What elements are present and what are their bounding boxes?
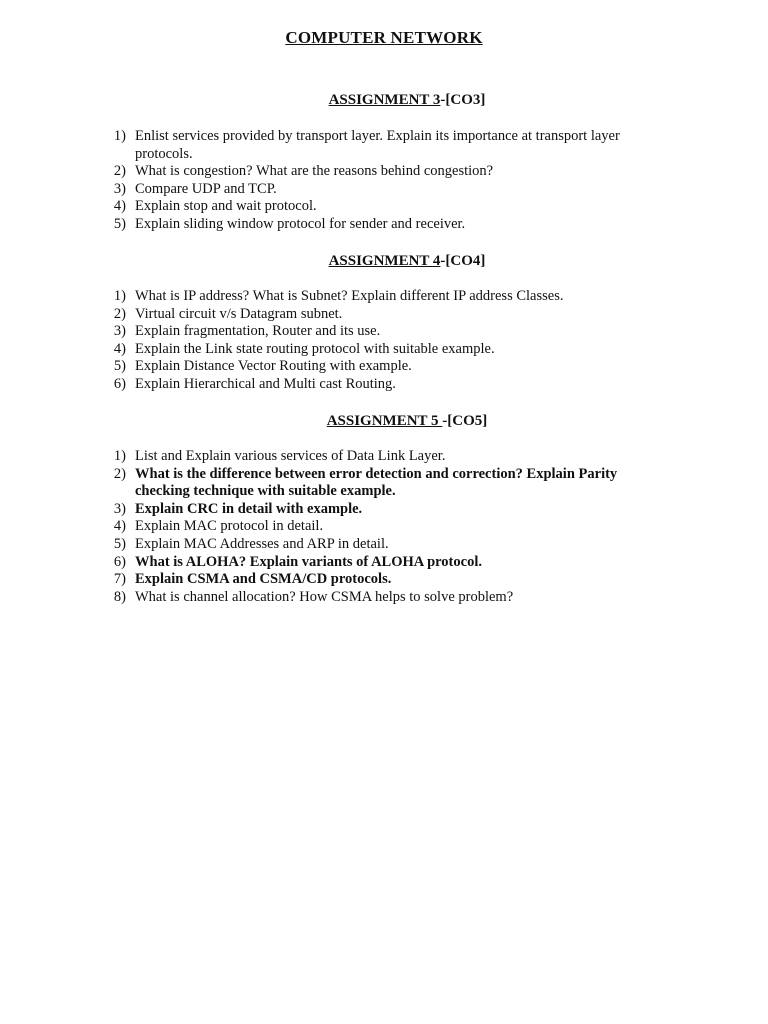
- section-heading-code: -[CO4]: [440, 253, 486, 269]
- item-text: Explain fragmentation, Router and its use.: [135, 323, 381, 340]
- item-text: What is the difference between error detection and correction? Explain Parity checking technique with suitable example.: [135, 465, 618, 500]
- list-item: [0, 358, 768, 376]
- assignment-3-section: [0, 92, 768, 232]
- item-number: 2): [113, 305, 126, 322]
- section-heading: [46, 92, 768, 109]
- item-number: 1): [113, 448, 126, 464]
- section-heading: [46, 253, 768, 270]
- list-item: [0, 536, 768, 554]
- item-number: 4): [113, 198, 126, 215]
- list-item: [0, 466, 768, 501]
- item-text: Explain stop and wait protocol.: [135, 198, 317, 215]
- item-number: 5): [113, 358, 126, 375]
- list-item: [0, 198, 768, 216]
- item-text: Virtual circuit v/s Datagram subnet.: [135, 305, 343, 322]
- list-item: [0, 181, 768, 199]
- item-number: 6): [113, 375, 126, 392]
- list-item: [0, 571, 768, 589]
- item-text: Explain MAC Addresses and ARP in detail.: [135, 535, 389, 552]
- item-text: Explain Distance Vector Routing with example.: [135, 358, 412, 375]
- list-item: [0, 306, 768, 324]
- item-number: 8): [113, 588, 126, 605]
- assignment-4-section: [0, 253, 768, 392]
- section-heading-code: -[CO5]: [442, 413, 488, 429]
- item-number: 6): [113, 553, 126, 570]
- question-list: [0, 288, 768, 394]
- item-text: What is congestion? What are the reasons behind congestion?: [135, 163, 494, 180]
- item-number: 4): [113, 518, 126, 535]
- question-list: [0, 128, 768, 234]
- item-number: 5): [113, 215, 126, 232]
- item-text: Explain MAC protocol in detail.: [135, 518, 324, 535]
- question-list: [0, 448, 768, 606]
- section-heading: [46, 413, 768, 430]
- item-text: Explain the Link state routing protocol with suitable example.: [135, 340, 495, 357]
- list-item: [0, 376, 768, 394]
- item-text: Explain sliding window protocol for sender and receiver.: [135, 215, 466, 232]
- section-heading-code: -[CO3]: [440, 92, 486, 108]
- item-text: What is IP address? What is Subnet? Explain different IP address Classes.: [135, 288, 564, 304]
- item-number: 7): [113, 571, 126, 588]
- item-text: Explain CRC in detail with example.: [135, 500, 363, 517]
- item-text: Compare UDP and TCP.: [135, 180, 277, 197]
- section-heading-label: ASSIGNMENT 3: [328, 92, 441, 108]
- item-text: What is ALOHA? Explain variants of ALOHA protocol.: [135, 553, 482, 570]
- list-item: [0, 341, 768, 359]
- item-number: 3): [113, 500, 126, 517]
- item-text: What is channel allocation? How CSMA helps to solve problem?: [135, 588, 514, 605]
- item-number: 3): [113, 323, 126, 340]
- item-number: 4): [113, 340, 126, 357]
- item-text: Explain Hierarchical and Multi cast Routing.: [135, 375, 396, 392]
- list-item: [0, 323, 768, 341]
- list-item: [0, 128, 768, 163]
- list-item: [0, 163, 768, 181]
- assignment-5-section: [0, 413, 768, 605]
- item-number: 1): [113, 128, 126, 144]
- list-item: [0, 448, 768, 466]
- document-title: COMPUTER NETWORK: [285, 28, 483, 47]
- list-item: [0, 518, 768, 536]
- item-text: List and Explain various services of Data Link Layer.: [135, 448, 446, 464]
- item-number: 3): [113, 180, 126, 197]
- list-item: [0, 554, 768, 572]
- item-text: Explain CSMA and CSMA/CD protocols.: [135, 571, 392, 588]
- section-heading-label: ASSIGNMENT 5: [326, 413, 443, 429]
- item-number: 1): [113, 288, 126, 304]
- section-heading-label: ASSIGNMENT 4: [328, 253, 441, 269]
- item-number: 2): [113, 465, 126, 482]
- list-item: [0, 501, 768, 519]
- list-item: [0, 288, 768, 306]
- item-number: 5): [113, 535, 126, 552]
- item-number: 2): [113, 163, 126, 180]
- item-text: Enlist services provided by transport layer. Explain its importance at transport layer protocols.: [135, 128, 620, 162]
- list-item: [0, 589, 768, 607]
- list-item: [0, 216, 768, 234]
